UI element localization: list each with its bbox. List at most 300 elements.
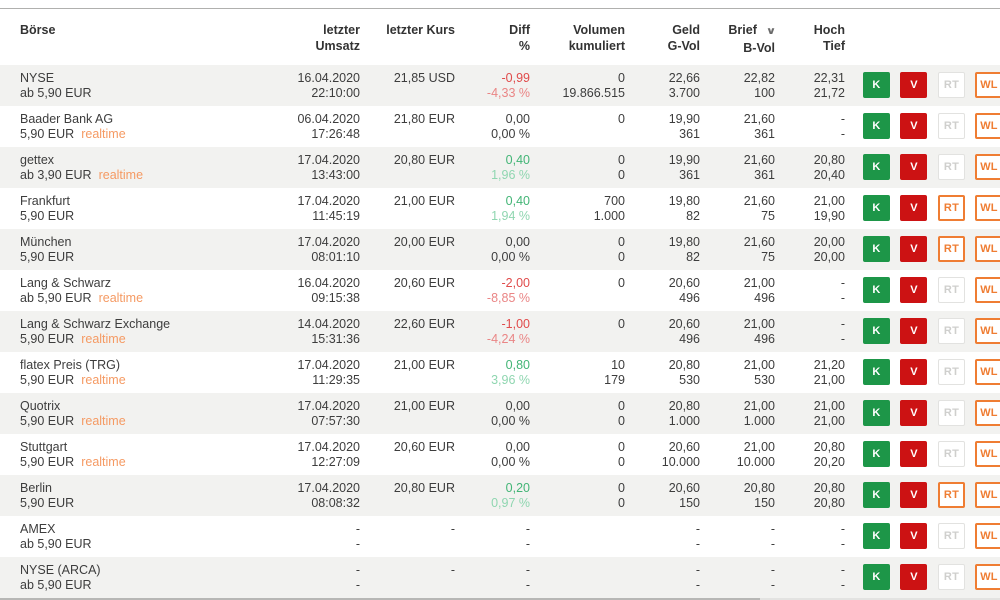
last-trade-date: 14.04.2020 (297, 317, 360, 331)
watchlist-button[interactable]: WL (975, 318, 1000, 344)
low-price: 20,20 (813, 455, 845, 469)
fee-label: ab 5,90 EUR (20, 537, 92, 551)
buy-button[interactable]: K (863, 482, 890, 508)
fee-line (20, 168, 295, 183)
last-price-cell (360, 65, 455, 106)
table-row (0, 270, 1000, 311)
bid-cell (625, 352, 700, 393)
last-trade-time: 17:26:48 (311, 127, 360, 141)
buy-button[interactable]: K (863, 564, 890, 590)
column-label: Börse (20, 23, 56, 37)
high-low-cell (775, 475, 845, 516)
last-price-cell (360, 475, 455, 516)
exchange-name: NYSE (20, 71, 55, 85)
column-header-geld (625, 9, 700, 65)
exchange-cell (0, 352, 295, 393)
diff-percent: - (525, 578, 530, 592)
volume-cell (530, 229, 625, 270)
bid-price: 20,60 (668, 276, 700, 290)
buy-button[interactable]: K (863, 72, 890, 98)
exchange-name: Quotrix (20, 399, 61, 413)
diff-absolute: -0,99 (501, 71, 530, 85)
buy-button[interactable]: K (863, 441, 890, 467)
volume: 10 (611, 358, 625, 372)
last-trade-cell (295, 393, 360, 434)
exchange-cell (0, 557, 295, 598)
last-trade-cell (295, 106, 360, 147)
realtime-badge: realtime (98, 168, 144, 182)
actions-cell (845, 65, 1000, 106)
high-price: 20,80 (813, 153, 845, 167)
sell-button[interactable]: V (900, 277, 927, 303)
bid-price: 20,60 (668, 317, 700, 331)
volume: 0 (618, 71, 625, 85)
diff-cell (455, 557, 530, 598)
column-label: Diff (509, 23, 530, 37)
last-trade-date: 16.04.2020 (297, 71, 360, 85)
last-trade-cell (295, 557, 360, 598)
diff-absolute: 0,00 (505, 440, 530, 454)
low-price: 21,00 (813, 373, 845, 387)
last-trade-date: 17.04.2020 (297, 235, 360, 249)
watchlist-button[interactable]: WL (975, 72, 1000, 98)
realtime-button: RT (938, 154, 965, 180)
column-header-boerse (0, 9, 295, 65)
high-price: 21,20 (813, 358, 845, 372)
fee-line (20, 373, 295, 388)
ask-volume: 530 (754, 373, 775, 387)
exchange-name: Lang & Schwarz Exchange (20, 317, 171, 331)
watchlist-button[interactable]: WL (975, 523, 1000, 549)
exchange-cell (0, 229, 295, 270)
table-row (0, 229, 1000, 270)
last-trade-cell (295, 147, 360, 188)
diff-cell (455, 147, 530, 188)
diff-cell (455, 311, 530, 352)
diff-cell (455, 393, 530, 434)
low-price: 21,72 (813, 86, 845, 100)
low-price: 20,80 (813, 496, 845, 510)
volume-cell (530, 516, 625, 557)
diff-percent: - (525, 537, 530, 551)
realtime-button: RT (938, 72, 965, 98)
fee-label: 5,90 EUR (20, 496, 75, 510)
high-price: 22,31 (813, 71, 845, 85)
fee-label: 5,90 EUR (20, 414, 75, 428)
volume-cell (530, 65, 625, 106)
diff-absolute: 0,20 (505, 481, 530, 495)
volume-cumulative: 19.866.515 (562, 86, 625, 100)
diff-absolute: - (525, 522, 530, 536)
watchlist-button[interactable]: WL (975, 195, 1000, 221)
sell-button[interactable]: V (900, 318, 927, 344)
bid-volume: 496 (679, 291, 700, 305)
exchange-cell (0, 106, 295, 147)
buy-button[interactable]: K (863, 236, 890, 262)
realtime-button: RT (938, 277, 965, 303)
volume: 0 (618, 440, 625, 454)
table-row (0, 516, 1000, 557)
last-price-cell (360, 434, 455, 475)
low-price: 19,90 (813, 209, 845, 223)
exchange-cell (0, 65, 295, 106)
watchlist-button[interactable]: WL (975, 277, 1000, 303)
ask-volume: 1.000 (743, 414, 775, 428)
table-header (0, 9, 1000, 65)
table-row (0, 147, 1000, 188)
realtime-badge: realtime (81, 127, 126, 141)
exchange-name: NYSE (ARCA) (20, 563, 101, 577)
sell-button[interactable]: V (900, 564, 927, 590)
realtime-button[interactable]: RT (938, 195, 965, 221)
buy-button[interactable]: K (863, 400, 890, 426)
realtime-badge: realtime (81, 373, 126, 387)
volume: 0 (618, 153, 625, 167)
high-price: 20,00 (813, 235, 845, 249)
ask-price: 21,60 (743, 153, 775, 167)
bid-price: 22,66 (668, 71, 700, 85)
sell-button[interactable]: V (900, 72, 927, 98)
sell-button[interactable]: V (900, 441, 927, 467)
ask-volume: 10.000 (736, 455, 775, 469)
watchlist-button[interactable]: WL (975, 154, 1000, 180)
bid-cell (625, 65, 700, 106)
actions-cell (845, 516, 1000, 557)
diff-absolute: -2,00 (501, 276, 530, 290)
actions-cell (845, 106, 1000, 147)
volume-cumulative: 0 (618, 414, 625, 428)
bid-cell (625, 516, 700, 557)
diff-percent: -4,24 % (486, 332, 530, 346)
high-low-cell (775, 352, 845, 393)
low-price: - (840, 537, 845, 551)
actions-cell (845, 434, 1000, 475)
volume: 0 (618, 276, 625, 290)
sell-button[interactable]: V (900, 482, 927, 508)
bid-price: 20,80 (668, 399, 700, 413)
diff-cell (455, 516, 530, 557)
realtime-button: RT (938, 441, 965, 467)
ask-cell (700, 147, 775, 188)
last-price-cell (360, 352, 455, 393)
fee-label: ab 3,90 EUR (20, 168, 92, 182)
high-price: - (840, 112, 845, 126)
last-trade-cell (295, 65, 360, 106)
last-trade-time: 22:10:00 (311, 86, 360, 100)
last-price: 21,00 EUR (393, 399, 455, 413)
last-price-cell (360, 557, 455, 598)
fee-line (20, 250, 295, 265)
last-trade-cell (295, 270, 360, 311)
watchlist-button[interactable]: WL (975, 236, 1000, 262)
fee-label: ab 5,90 EUR (20, 578, 92, 592)
low-price: - (840, 578, 845, 592)
bid-volume: 3.700 (668, 86, 700, 100)
ask-price: 21,00 (743, 399, 775, 413)
last-trade-time: 08:01:10 (311, 250, 360, 264)
bid-price: 20,60 (668, 481, 700, 495)
bid-cell (625, 393, 700, 434)
diff-cell (455, 475, 530, 516)
exchange-cell (0, 311, 295, 352)
fee-line (20, 496, 295, 511)
buy-button[interactable]: K (863, 195, 890, 221)
watchlist-button[interactable]: WL (975, 400, 1000, 426)
high-low-cell (775, 434, 845, 475)
buy-button[interactable]: K (863, 359, 890, 385)
realtime-button[interactable]: RT (938, 236, 965, 262)
realtime-badge: realtime (81, 414, 126, 428)
diff-percent: 0,00 % (491, 414, 530, 428)
realtime-button: RT (938, 113, 965, 139)
volume: 0 (618, 112, 625, 126)
bid-volume: 82 (686, 250, 700, 264)
table-body (0, 65, 1000, 598)
high-low-cell (775, 106, 845, 147)
bid-cell (625, 557, 700, 598)
volume: 0 (618, 235, 625, 249)
sell-button[interactable]: V (900, 195, 927, 221)
diff-cell (455, 352, 530, 393)
ask-volume: - (770, 537, 775, 551)
volume-cumulative: 179 (604, 373, 625, 387)
high-low-cell (775, 393, 845, 434)
last-price: 22,60 EUR (393, 317, 455, 331)
diff-absolute: 0,80 (505, 358, 530, 372)
realtime-button: RT (938, 400, 965, 426)
ask-price: 21,00 (743, 317, 775, 331)
bid-price: 20,60 (668, 440, 700, 454)
high-low-cell (775, 65, 845, 106)
ask-cell (700, 516, 775, 557)
watchlist-button[interactable]: WL (975, 564, 1000, 590)
actions-cell (845, 147, 1000, 188)
last-trade-date: - (355, 522, 360, 536)
ask-price: 21,60 (743, 235, 775, 249)
ask-price: 21,60 (743, 194, 775, 208)
volume-cumulative: 0 (618, 496, 625, 510)
volume-cell (530, 270, 625, 311)
exchange-cell (0, 434, 295, 475)
ask-volume: 75 (761, 209, 775, 223)
table-row (0, 557, 1000, 598)
fee-label: 5,90 EUR (20, 332, 75, 346)
low-price: - (840, 127, 845, 141)
last-trade-cell (295, 352, 360, 393)
bid-volume: 496 (679, 332, 700, 346)
high-price: 21,00 (813, 399, 845, 413)
high-low-cell (775, 557, 845, 598)
bid-price: - (695, 522, 700, 536)
table-row (0, 393, 1000, 434)
last-trade-time: - (355, 537, 360, 551)
last-trade-time: 08:08:32 (311, 496, 360, 510)
column-label: letzter Kurs (386, 23, 455, 37)
diff-cell (455, 270, 530, 311)
bid-cell (625, 147, 700, 188)
column-header-letzter-umsatz (295, 9, 360, 65)
column-label: letzter (323, 23, 360, 37)
buy-button[interactable]: K (863, 277, 890, 303)
actions-cell (845, 188, 1000, 229)
high-price: 20,80 (813, 481, 845, 495)
sell-button[interactable]: V (900, 523, 927, 549)
bid-volume: - (695, 537, 700, 551)
fee-label: 5,90 EUR (20, 209, 75, 223)
sell-button[interactable]: V (900, 154, 927, 180)
exchange-name: Lang & Schwarz (20, 276, 112, 290)
column-header-letzter-kurs (360, 9, 455, 65)
exchange-name: Berlin (20, 481, 52, 495)
volume-cumulative: 1.000 (593, 209, 625, 223)
ask-cell (700, 434, 775, 475)
table-row (0, 188, 1000, 229)
buy-button[interactable]: K (863, 318, 890, 344)
volume-cell (530, 475, 625, 516)
sell-button[interactable]: V (900, 236, 927, 262)
realtime-button[interactable]: RT (938, 482, 965, 508)
volume-cell (530, 147, 625, 188)
last-trade-cell (295, 229, 360, 270)
watchlist-button[interactable]: WL (975, 113, 1000, 139)
last-price-cell (360, 270, 455, 311)
ask-price: - (770, 522, 775, 536)
actions-cell (845, 557, 1000, 598)
volume: 0 (618, 317, 625, 331)
volume-cell (530, 311, 625, 352)
fee-line (20, 209, 295, 224)
low-price: - (840, 291, 845, 305)
fee-line (20, 332, 295, 347)
bid-volume: 150 (679, 496, 700, 510)
fee-line (20, 86, 295, 101)
column-header-brief[interactable] (700, 9, 775, 65)
sell-button[interactable]: V (900, 359, 927, 385)
ask-price: 21,60 (743, 112, 775, 126)
column-label: Umsatz (315, 39, 360, 53)
bid-price: 19,80 (668, 235, 700, 249)
bid-price: 20,80 (668, 358, 700, 372)
volume-cumulative: 0 (618, 455, 625, 469)
watchlist-button[interactable]: WL (975, 482, 1000, 508)
last-price-cell (360, 188, 455, 229)
column-label: Tief (823, 39, 845, 53)
high-price: - (840, 522, 845, 536)
high-low-cell (775, 311, 845, 352)
sell-button[interactable]: V (900, 400, 927, 426)
exchange-name: München (20, 235, 72, 249)
volume: 0 (618, 399, 625, 413)
table-row (0, 106, 1000, 147)
last-trade-date: 16.04.2020 (297, 276, 360, 290)
last-trade-date: 17.04.2020 (297, 153, 360, 167)
ask-cell (700, 352, 775, 393)
last-trade-time: 15:31:36 (311, 332, 360, 346)
volume-cell (530, 188, 625, 229)
fee-label: 5,90 EUR (20, 373, 75, 387)
last-trade-time: 11:29:35 (312, 373, 360, 387)
last-price: 20,80 EUR (393, 481, 455, 495)
realtime-button: RT (938, 359, 965, 385)
last-price: 20,60 EUR (393, 440, 455, 454)
ask-cell (700, 270, 775, 311)
volume-cumulative: 0 (618, 250, 625, 264)
ask-cell (700, 311, 775, 352)
diff-percent: 0,00 % (491, 250, 530, 264)
last-price: 20,60 EUR (393, 276, 455, 290)
last-trade-time: 12:27:09 (311, 455, 360, 469)
column-label: B-Vol (743, 41, 775, 55)
buy-button[interactable]: K (863, 154, 890, 180)
exchange-name: AMEX (20, 522, 56, 536)
chevron-down-icon: ∨ (765, 26, 777, 37)
ask-cell (700, 188, 775, 229)
diff-percent: 0,00 % (491, 455, 530, 469)
sell-button[interactable]: V (900, 113, 927, 139)
bid-cell (625, 434, 700, 475)
watchlist-button[interactable]: WL (975, 441, 1000, 467)
diff-absolute: 0,00 (505, 399, 530, 413)
last-trade-date: 17.04.2020 (297, 481, 360, 495)
column-header-volumen (530, 9, 625, 65)
ask-cell (700, 393, 775, 434)
ask-cell (700, 475, 775, 516)
column-label: Hoch (813, 23, 845, 37)
ask-cell (700, 557, 775, 598)
watchlist-button[interactable]: WL (975, 359, 1000, 385)
table-row (0, 311, 1000, 352)
ask-volume: 496 (754, 291, 775, 305)
ask-price: 20,80 (743, 481, 775, 495)
ask-cell (700, 229, 775, 270)
last-trade-date: - (355, 563, 360, 577)
ask-volume: 150 (754, 496, 775, 510)
ask-cell (700, 106, 775, 147)
high-low-cell (775, 270, 845, 311)
last-price-cell (360, 147, 455, 188)
bid-volume: 530 (679, 373, 700, 387)
diff-absolute: 0,40 (505, 194, 530, 208)
exchange-name: Baader Bank AG (20, 112, 114, 126)
buy-button[interactable]: K (863, 523, 890, 549)
column-header-hoch-tief (775, 9, 845, 65)
bid-price: - (695, 563, 700, 577)
diff-percent: 1,96 % (491, 168, 530, 182)
exchange-cell (0, 393, 295, 434)
last-trade-time: - (355, 578, 360, 592)
ask-price: - (770, 563, 775, 577)
buy-button[interactable]: K (863, 113, 890, 139)
high-price: 20,80 (813, 440, 845, 454)
low-price: 20,40 (813, 168, 845, 182)
bid-volume: 1.000 (668, 414, 700, 428)
diff-cell (455, 434, 530, 475)
column-label: Geld (672, 23, 700, 37)
ask-cell (700, 65, 775, 106)
last-trade-time: 09:15:38 (311, 291, 360, 305)
last-price: 21,85 USD (393, 71, 455, 85)
volume-cell (530, 557, 625, 598)
fee-label: ab 5,90 EUR (20, 86, 92, 100)
actions-cell (845, 311, 1000, 352)
low-price: - (840, 332, 845, 346)
exchange-cell (0, 147, 295, 188)
last-trade-time: 07:57:30 (311, 414, 360, 428)
high-price: - (840, 276, 845, 290)
actions-cell (845, 270, 1000, 311)
table-row (0, 434, 1000, 475)
ask-volume: 75 (761, 250, 775, 264)
